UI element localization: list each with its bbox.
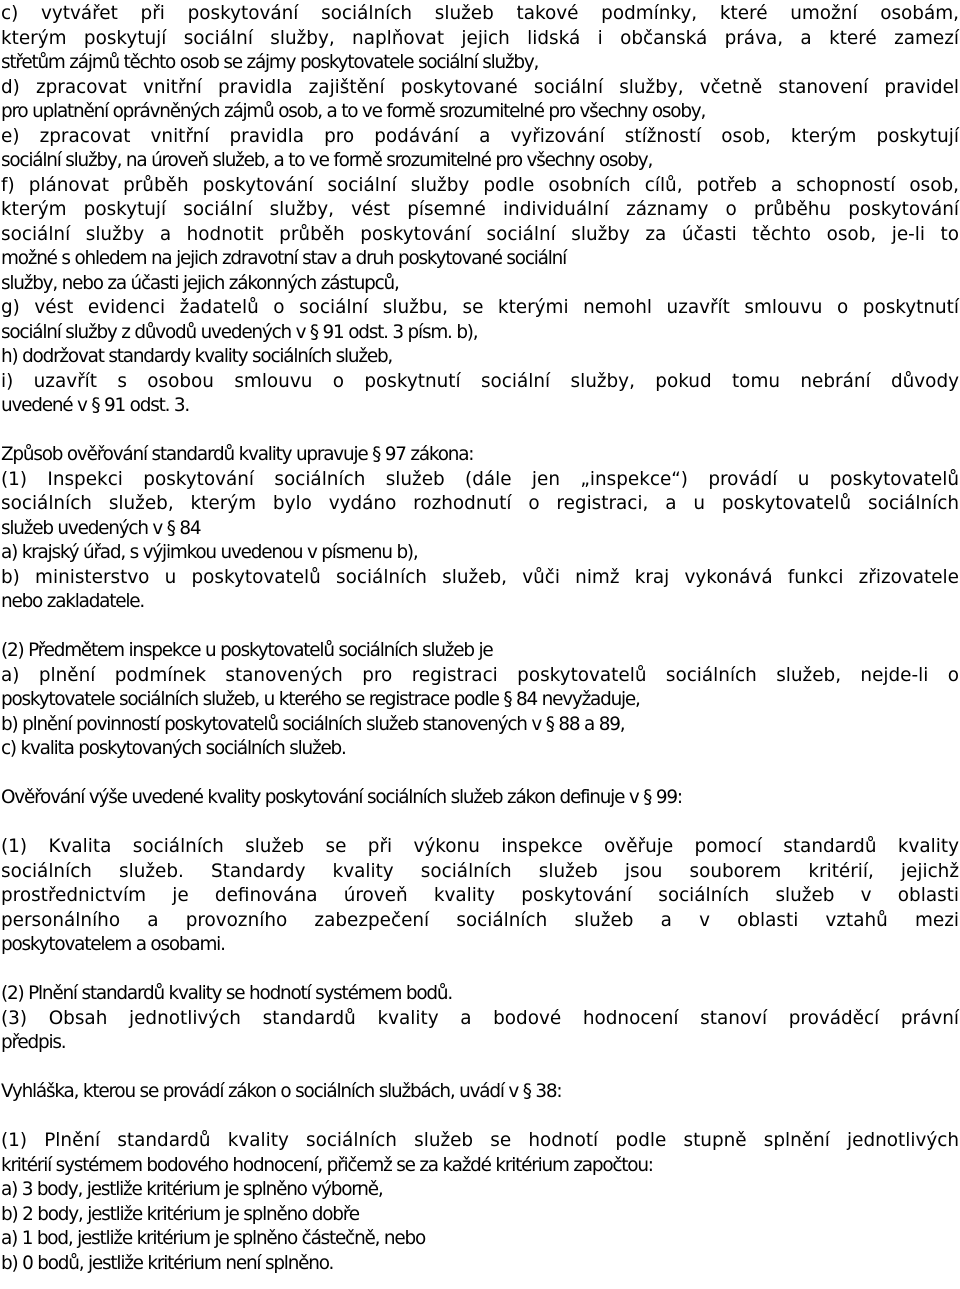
- paragraph-gap: [1, 958, 960, 983]
- text-line: b) plnění povinností poskytovatelů sociálních služeb stanovených v § 88 a 89,: [1, 713, 625, 735]
- text-line: g) vést evidenci žadatelů o sociální službu, se kterými nemohl uzavřít smlouvu o poskytnutí: [1, 297, 959, 318]
- text-line: f) plánovat průběh poskytování sociální služby podle osobních cílů, potřeb a schopností osob,: [1, 174, 959, 196]
- text-line: sociální služby a hodnotit průběh poskytování sociální služby za účasti těchto osob, je-li to: [1, 223, 959, 245]
- text-line: (2) Předmětem inspekce u poskytovatelů sociálních služeb je: [1, 640, 493, 661]
- text-line: e) zpracovat vnitřní pravidla pro podávání a vyřizování stížností osob, kterým poskytují: [1, 125, 959, 147]
- paragraph: [1, 639, 960, 762]
- text-line: poskytovatelem a osobami.: [1, 934, 225, 955]
- text-line: (1) Kvalita sociálních služeb se při výkonu inspekce ověřuje pomocí standardů kvality: [1, 836, 959, 857]
- text-line: sociálních služeb. Standardy kvality sociálních služeb jsou souborem kritérií, jejichž: [1, 860, 959, 882]
- paragraph: [1, 786, 960, 811]
- paragraph-gap: [1, 1056, 960, 1081]
- text-line: prostřednictvím je definována úroveň kvality poskytování sociálních služeb v oblasti: [1, 885, 959, 906]
- text-line: a) 3 body, jestliže kritérium je splněno výborně,: [1, 1179, 383, 1200]
- paragraph: [1, 443, 960, 615]
- paragraph: [1, 982, 960, 1056]
- text-line: b) ministerstvo u poskytovatelů sociálních služeb, vůči nimž kraj vykonává funkci zřizovatele: [1, 566, 959, 588]
- paragraph-gap: [1, 1105, 960, 1130]
- text-line: Způsob ověřování standardů kvality upravuje § 97 zákona:: [1, 444, 474, 465]
- text-line: (1) Inspekci poskytování sociálních služeb (dále jen „inspekce“) provádí u poskytovatelů: [1, 468, 959, 490]
- text-line: služby, nebo za účasti jejich zákonných zástupců,: [1, 272, 399, 294]
- text-line: uvedené v § 91 odst. 3.: [1, 395, 190, 416]
- text-line: c) kvalita poskytovaných sociálních služeb.: [1, 738, 346, 759]
- text-line: d) zpracovat vnitřní pravidla zajištění poskytované sociální služby, včetně stanovení pravidel: [1, 76, 959, 98]
- text-line: c) vytvářet při poskytování sociálních služeb takové podmínky, které umožní osobám,: [1, 3, 959, 24]
- text-line: sociální služby, na úroveň služeb, a to ve formě srozumitelné pro všechny osoby,: [1, 150, 653, 171]
- text-line: poskytovatele sociálních služeb, u kterého se registrace podle § 84 nevyžaduje,: [1, 689, 640, 710]
- text-line: a) 1 bod, jestliže kritérium je splněno částečně, nebo: [1, 1228, 426, 1249]
- paragraph: [1, 835, 960, 958]
- text-line: b) 2 body, jestliže kritérium je splněno dobře: [1, 1203, 359, 1225]
- paragraph-gap: [1, 615, 960, 640]
- text-line: sociálních služeb, kterým bylo vydáno rozhodnutí o registraci, a u poskytovatelů sociálních: [1, 493, 959, 514]
- text-line: a) plnění podmínek stanovených pro registraci poskytovatelů sociálních služeb, nejde-li o: [1, 664, 959, 686]
- text-line: pro uplatnění oprávněných zájmů osob, a to ve formě srozumitelné pro všechny osoby,: [1, 101, 706, 122]
- text-line: (3) Obsah jednotlivých standardů kvality a bodové hodnocení stanoví prováděcí právní: [1, 1007, 959, 1029]
- paragraph: [1, 1080, 960, 1105]
- text-line: nebo zakladatele.: [1, 591, 145, 612]
- text-line: h) dodržovat standardy kvality sociálních služeb,: [1, 346, 393, 367]
- paragraph: [1, 2, 960, 419]
- text-line: kterým poskytují sociální služby, naplňovat jejich lidská i občanská práva, a které zamezí: [1, 27, 959, 49]
- text-line: i) uzavřít s osobou smlouvu o poskytnutí sociální služby, pokud tomu nebrání důvody: [1, 370, 959, 392]
- text-line: střetům zájmů těchto osob se zájmy poskytovatele sociální služby,: [1, 52, 539, 73]
- text-line: možné s ohledem na jejich zdravotní stav a druh poskytované sociální: [1, 248, 566, 269]
- text-line: (2) Plnění standardů kvality se hodnotí systémem bodů.: [1, 983, 452, 1004]
- text-line: Ověřování výše uvedené kvality poskytování sociálních služeb zákon definuje v § 99:: [1, 787, 682, 808]
- text-line: předpis.: [1, 1032, 66, 1053]
- text-line: (1) Plnění standardů kvality sociálních služeb se hodnotí podle stupně splnění jednotlivých: [1, 1130, 959, 1151]
- text-line: služeb uvedených v § 84: [1, 517, 201, 539]
- paragraph-gap: [1, 762, 960, 787]
- text-line: kterým poskytují sociální služby, vést písemné individuální záznamy o průběhu poskytování: [1, 199, 959, 220]
- paragraph-gap: [1, 419, 960, 444]
- paragraph: [1, 1129, 960, 1276]
- text-line: personálního a provozního zabezpečení sociálních služeb a v oblasti vztahů mezi: [1, 909, 959, 931]
- text-line: sociální služby z důvodů uvedených v § 91 odst. 3 písm. b),: [1, 321, 478, 343]
- text-line: Vyhláška, kterou se provádí zákon o sociálních službách, uvádí v § 38:: [1, 1081, 562, 1102]
- text-line: b) 0 bodů, jestliže kritérium není splněno.: [1, 1252, 334, 1274]
- text-line: kritérií systémem bodového hodnocení, přičemž se za každé kritérium započtou:: [1, 1154, 653, 1176]
- text-line: a) krajský úřad, s výjimkou uvedenou v písmenu b),: [1, 542, 418, 563]
- paragraph-gap: [1, 811, 960, 836]
